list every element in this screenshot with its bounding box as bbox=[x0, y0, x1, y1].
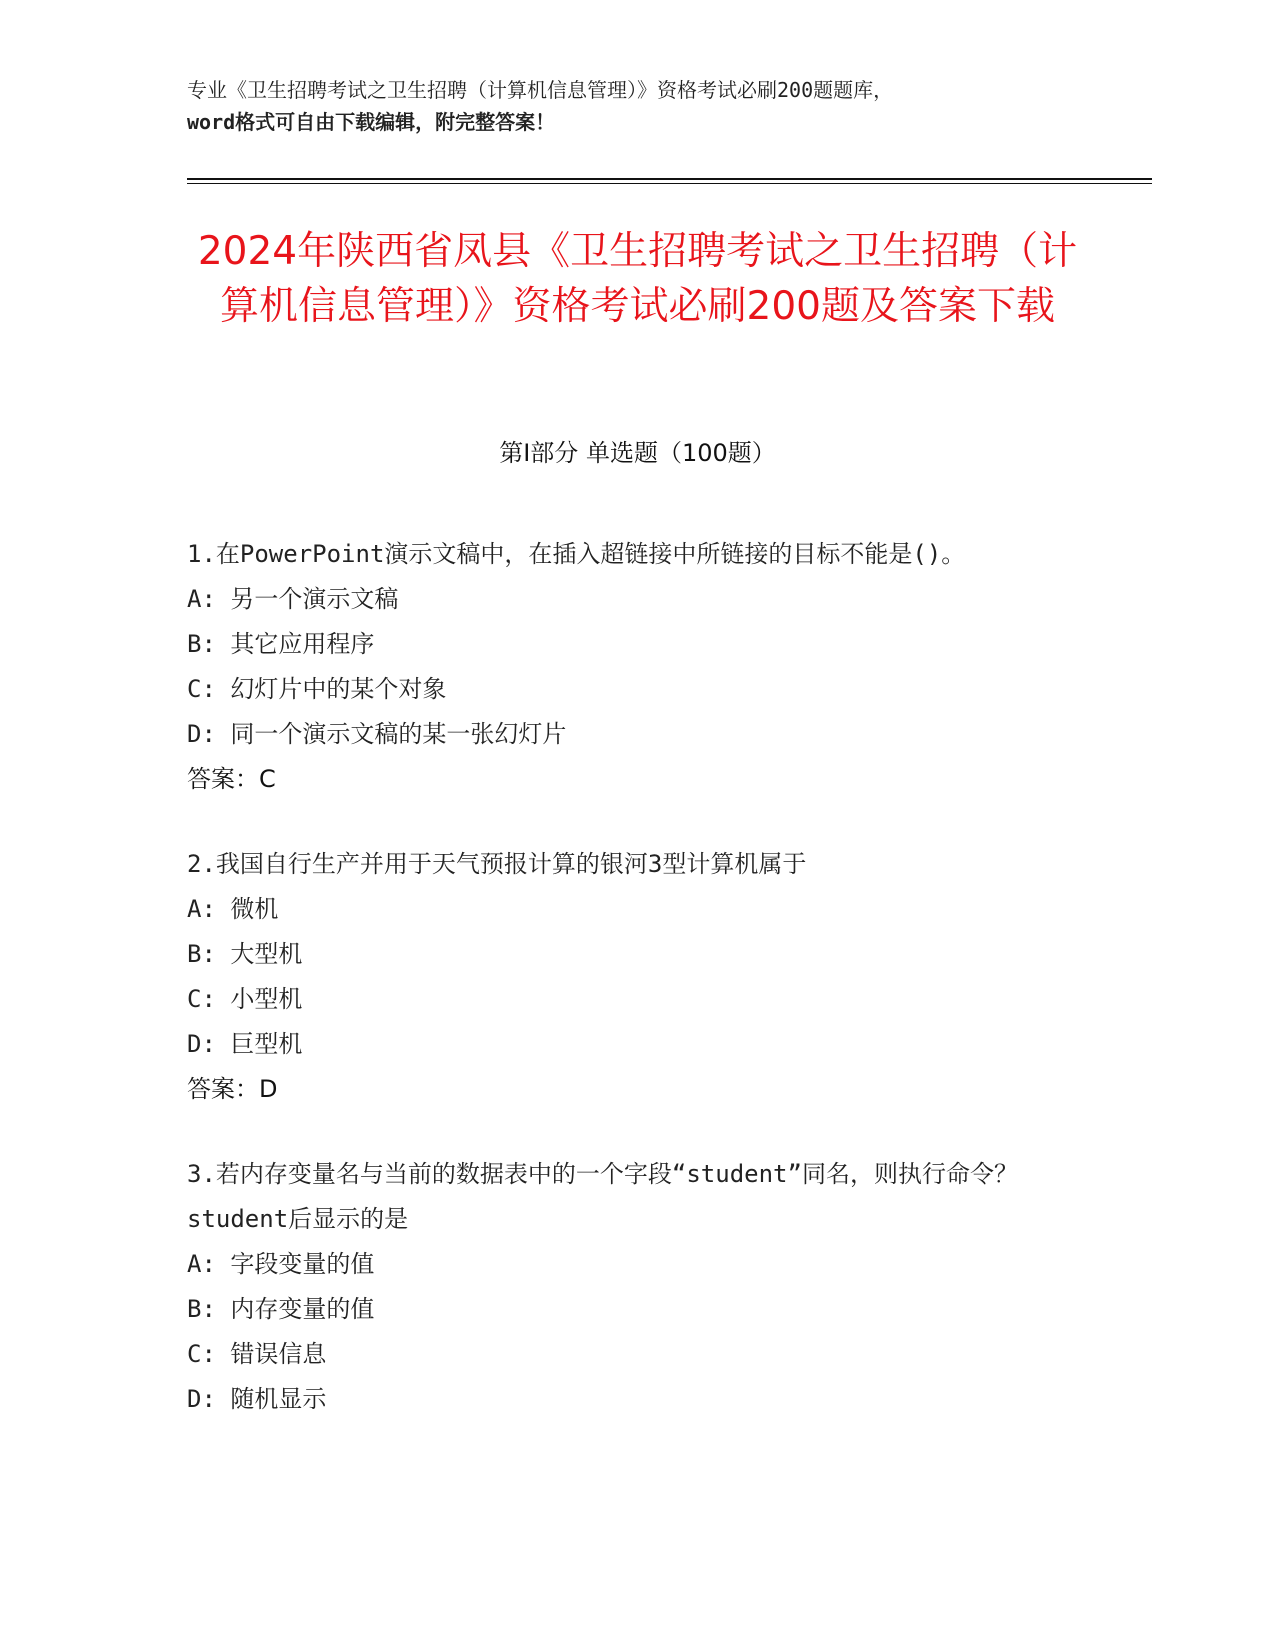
option-a: A: 另一个演示文稿 bbox=[187, 585, 399, 613]
section-heading: 第I部分 单选题（100题） bbox=[499, 439, 776, 467]
question-item bbox=[187, 532, 1067, 802]
option-c: C: 小型机 bbox=[187, 985, 303, 1013]
option-d: D: 随机显示 bbox=[187, 1385, 327, 1413]
question-answer: 答案：D bbox=[187, 1075, 278, 1103]
question-item bbox=[187, 842, 1067, 1112]
question-stem: 3.若内存变量名与当前的数据表中的一个字段“student”同名，则执行命令？student后显示的是 bbox=[187, 1160, 1018, 1233]
option-b: B: 大型机 bbox=[187, 940, 303, 968]
option-a: A: 字段变量的值 bbox=[187, 1250, 375, 1278]
header-line-1: 专业《卫生招聘考试之卫生招聘（计算机信息管理）》资格考试必刷200题题库， bbox=[187, 78, 894, 102]
option-c: C: 幻灯片中的某个对象 bbox=[187, 675, 447, 703]
option-d: D: 同一个演示文稿的某一张幻灯片 bbox=[187, 720, 567, 748]
header-divider-thin bbox=[187, 183, 1152, 184]
option-d: D: 巨型机 bbox=[187, 1030, 303, 1058]
header-divider-thick bbox=[187, 178, 1152, 180]
document-header bbox=[187, 74, 1087, 138]
header-line-2: word格式可自由下载编辑，附完整答案！ bbox=[187, 110, 556, 134]
question-list bbox=[187, 532, 1067, 1462]
question-answer: 答案：C bbox=[187, 765, 276, 793]
option-b: B: 其它应用程序 bbox=[187, 630, 375, 658]
question-stem: 1.在PowerPoint演示文稿中，在插入超链接中所链接的目标不能是()。 bbox=[187, 540, 966, 568]
option-a: A: 微机 bbox=[187, 895, 279, 923]
question-item bbox=[187, 1152, 1067, 1422]
option-c: C: 错误信息 bbox=[187, 1340, 327, 1368]
option-b: B: 内存变量的值 bbox=[187, 1295, 375, 1323]
document-title: 2024年陕西省凤县《卫生招聘考试之卫生招聘（计算机信息管理）》资格考试必刷200题及答案下载 bbox=[197, 229, 1078, 329]
question-stem: 2.我国自行生产并用于天气预报计算的银河3型计算机属于 bbox=[187, 850, 807, 878]
